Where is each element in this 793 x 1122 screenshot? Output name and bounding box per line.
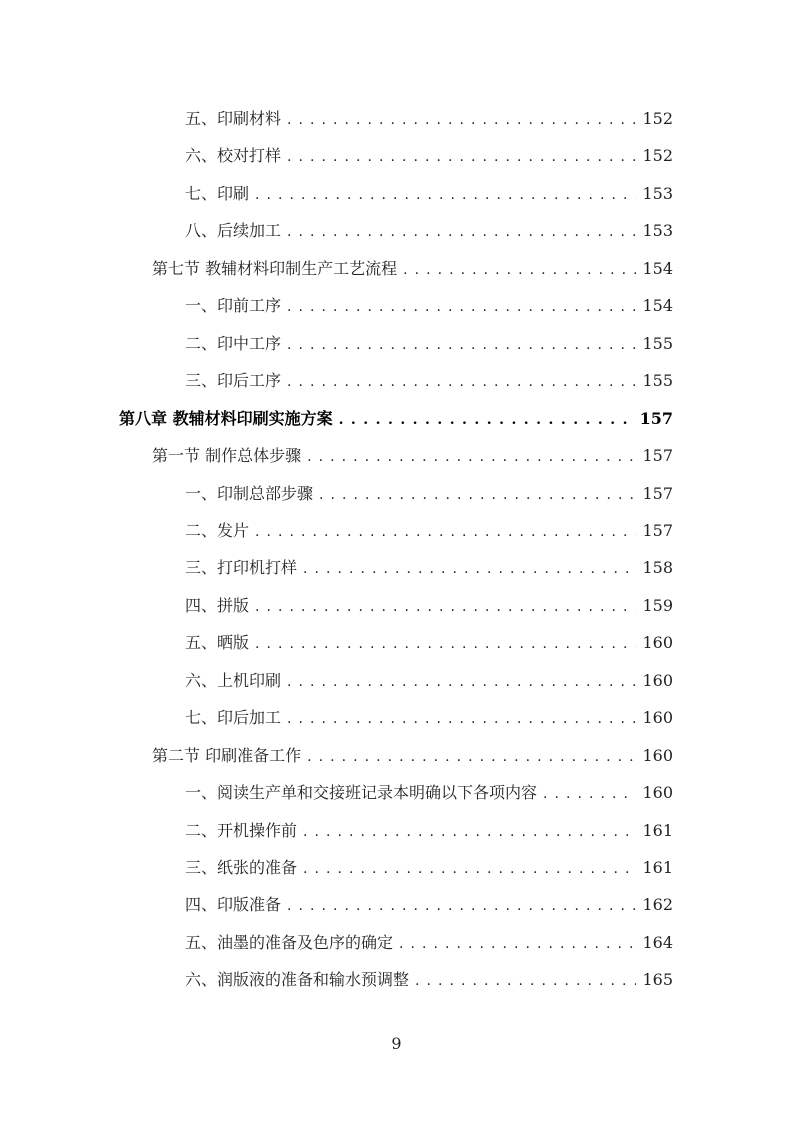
toc-subsection-entry[interactable] (0, 668, 673, 694)
toc-subsection-entry[interactable] (0, 892, 673, 918)
dot-leader (303, 819, 636, 845)
toc-entry-title: 一、印制总部步骤 (185, 483, 314, 503)
dot-leader (287, 332, 636, 358)
toc-chapter-entry[interactable] (0, 406, 673, 432)
toc-subsection-entry[interactable] (0, 218, 673, 244)
toc-subsection-entry[interactable] (0, 143, 673, 169)
dot-leader (287, 294, 636, 320)
toc-section-entry[interactable] (0, 743, 673, 769)
toc-subsection-entry[interactable] (0, 630, 673, 656)
toc-entry-title: 三、打印机打样 (185, 558, 298, 578)
toc-entry-title: 一、印前工序 (185, 296, 282, 316)
toc-entry-page: 153 (642, 221, 673, 241)
dot-leader (255, 631, 636, 657)
toc-entry-page: 160 (642, 633, 673, 653)
dot-leader (339, 407, 634, 433)
toc-entry-page: 161 (642, 820, 673, 840)
toc-subsection-entry[interactable] (0, 780, 673, 806)
toc-entry-title: 七、印刷 (185, 183, 250, 203)
toc-entry-page: 164 (642, 932, 673, 952)
toc-entry-title: 第二节 印刷准备工作 (152, 745, 302, 765)
toc-subsection-entry[interactable] (0, 481, 673, 507)
toc-entry-page: 157 (642, 520, 673, 540)
toc-subsection-entry[interactable] (0, 331, 673, 357)
dot-leader (399, 931, 636, 957)
toc-entry-title: 六、上机印刷 (185, 670, 282, 690)
toc-entry-page: 160 (642, 783, 673, 803)
dot-leader (415, 968, 636, 994)
toc-entry-title: 二、开机操作前 (185, 820, 298, 840)
toc-subsection-entry[interactable] (0, 293, 673, 319)
toc-entry-page: 165 (642, 970, 673, 990)
dot-leader (287, 893, 636, 919)
toc-subsection-entry[interactable] (0, 181, 673, 207)
dot-leader (255, 519, 636, 545)
dot-leader (303, 856, 636, 882)
dot-leader (287, 107, 636, 133)
toc-section-entry[interactable] (0, 256, 673, 282)
toc-entry-page: 155 (642, 371, 673, 391)
toc-subsection-entry[interactable] (0, 593, 673, 619)
toc-entry-title: 八、后续加工 (185, 221, 282, 241)
dot-leader (307, 444, 636, 470)
toc-entry-title: 二、印中工序 (185, 333, 282, 353)
dot-leader (287, 706, 636, 732)
toc-entry-page: 157 (642, 483, 673, 503)
dot-leader (543, 781, 636, 807)
toc-entry-title: 第一节 制作总体步骤 (152, 446, 302, 466)
page-number: 9 (391, 1034, 402, 1053)
toc-entry-page: 152 (642, 146, 673, 166)
toc-entry-page: 153 (642, 183, 673, 203)
toc-entry-title: 五、晒版 (185, 633, 250, 653)
toc-entry-page: 159 (642, 595, 673, 615)
toc-subsection-entry[interactable] (0, 705, 673, 731)
toc-entry-title: 六、校对打样 (185, 146, 282, 166)
toc-entry-title: 二、发片 (185, 520, 250, 540)
toc-subsection-entry[interactable] (0, 930, 673, 956)
toc-entry-title: 第七节 教辅材料印制生产工艺流程 (152, 258, 398, 278)
toc-entry-title: 四、拼版 (185, 595, 250, 615)
toc-entry-title: 一、阅读生产单和交接班记录本明确以下各项内容 (185, 783, 538, 803)
toc-entry-page: 157 (639, 408, 673, 428)
toc-entry-title: 七、印后加工 (185, 708, 282, 728)
toc-entry-page: 152 (642, 109, 673, 128)
dot-leader (287, 669, 636, 695)
dot-leader (287, 219, 636, 245)
toc-entry-page: 162 (642, 895, 673, 915)
toc-subsection-entry[interactable] (0, 967, 673, 993)
toc-entry-page: 157 (642, 446, 673, 466)
dot-leader (255, 594, 636, 620)
dot-leader (319, 482, 636, 508)
dot-leader (403, 257, 636, 283)
toc-entry-title: 四、印版准备 (185, 895, 282, 915)
toc-entry-page: 155 (642, 333, 673, 353)
toc-entry-title: 三、纸张的准备 (185, 858, 298, 877)
toc-entry-title: 五、印刷材料 (185, 109, 282, 128)
toc-subsection-entry[interactable] (0, 855, 673, 881)
dot-leader (307, 744, 636, 770)
dot-leader (303, 556, 636, 582)
toc-entry-page: 160 (642, 745, 673, 765)
toc-entry-page: 154 (642, 258, 673, 278)
toc-subsection-entry[interactable] (0, 368, 673, 394)
toc-entry-page: 160 (642, 670, 673, 690)
dot-leader (287, 369, 636, 395)
toc-entry-title: 第八章 教辅材料印刷实施方案 (119, 408, 333, 428)
toc-subsection-entry[interactable] (0, 106, 673, 132)
toc-entry-title: 五、油墨的准备及色序的确定 (185, 932, 394, 952)
toc-entry-title: 六、润版液的准备和输水预调整 (185, 970, 410, 990)
dot-leader (287, 144, 636, 170)
toc-subsection-entry[interactable] (0, 518, 673, 544)
toc-subsection-entry[interactable] (0, 555, 673, 581)
toc-subsection-entry[interactable] (0, 818, 673, 844)
toc-entry-page: 154 (642, 296, 673, 316)
toc-entry-page: 160 (642, 708, 673, 728)
toc-entry-page: 158 (642, 558, 673, 578)
dot-leader (255, 182, 636, 208)
toc-entry-page: 161 (642, 858, 673, 877)
toc-section-entry[interactable] (0, 443, 673, 469)
toc-entry-title: 三、印后工序 (185, 371, 282, 391)
